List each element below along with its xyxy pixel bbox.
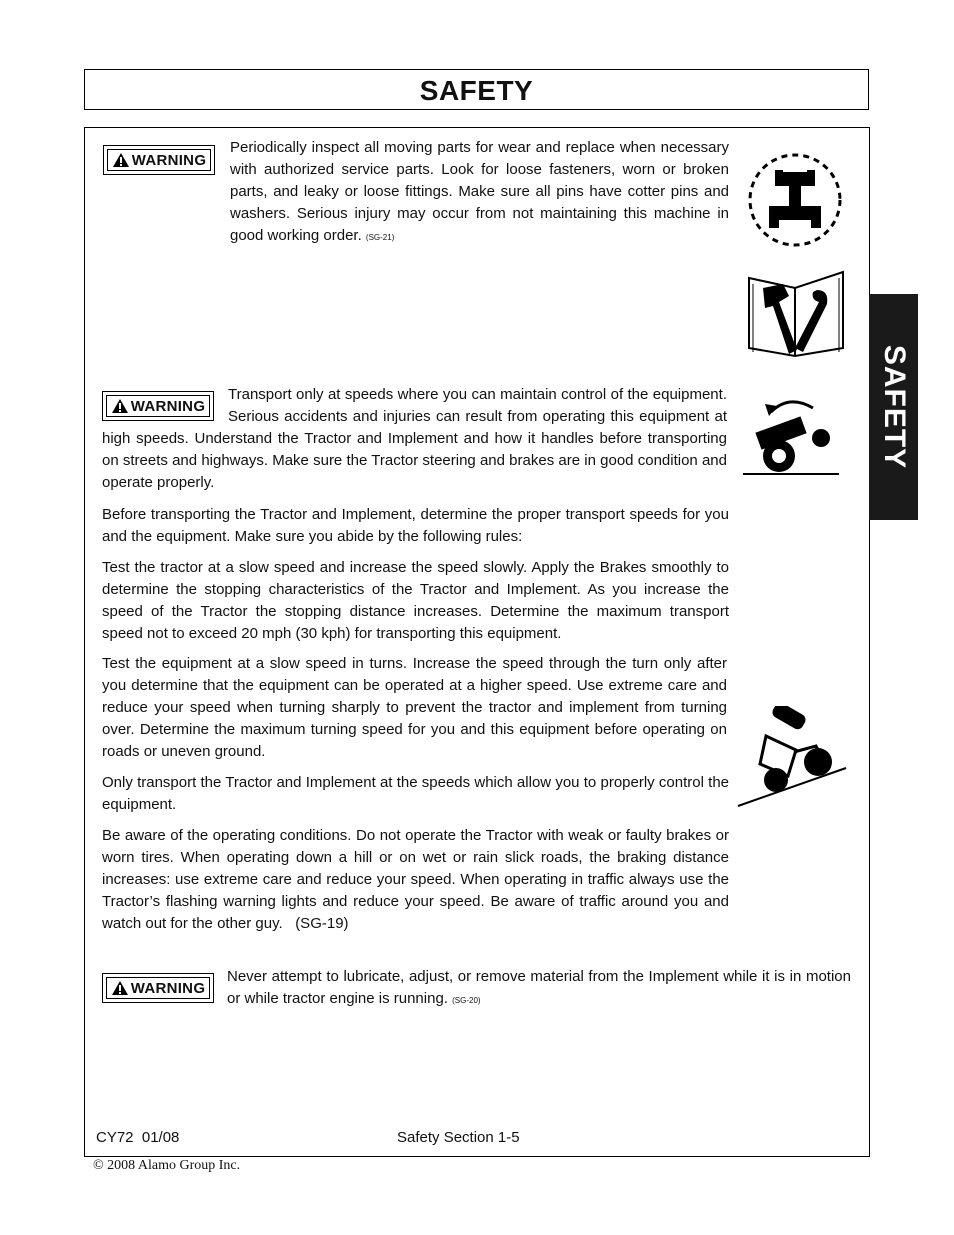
tractor-slope-icon bbox=[736, 706, 848, 810]
footer-doc-id: CY72 01/08 bbox=[96, 1129, 180, 1146]
warning-label: WARNING bbox=[131, 151, 207, 169]
paragraph-operating-conditions: Be aware of the operating conditions. Do not operate the Tractor with weak or faulty brakes or worn tires. When operating down a hill or on wet or rain slick roads, the braking distance increases: use extreme care and reduce your speed. When operating in traffic always use the Tractor’s flashing warning lights and reduce your speed. Be aware of traffic around you and watch out for the other guy. (SG-19) bbox=[102, 827, 729, 932]
paragraph-only-transport: Only transport the Tractor and Implement at the speeds which allow you to properly control the equipment. bbox=[102, 774, 729, 813]
warning-text-sg21: Periodically inspect all moving parts for wear and replace when necessary with authorized service parts. Look for loose fasteners, worn or broken parts, and leaky or loose fittings. Make sure all pins have cotter pins and washers. Serious injury may occur from not maintaining this machine in good working order. (SG-21) bbox=[230, 139, 729, 244]
warning-text-sg20: Never attempt to lubricate, adjust, or remove material from the Implement while it is in motion or while tractor engine is running. (SG-20) bbox=[227, 968, 851, 1007]
page-header bbox=[84, 69, 869, 110]
footer-section: Safety Section 1-5 bbox=[397, 1129, 520, 1146]
manual-tools-icon bbox=[745, 268, 847, 358]
warning-label: WARNING bbox=[130, 397, 206, 415]
paragraph-transport-speeds: Before transporting the Tractor and Implement, determine the proper transport speeds for you and the equipment. Make sure you abide by the following rules: bbox=[102, 506, 729, 545]
copyright: © 2008 Alamo Group Inc. bbox=[93, 1158, 241, 1173]
warning-triangle-icon bbox=[112, 152, 130, 168]
warning-badge bbox=[103, 145, 215, 175]
warning-triangle-icon bbox=[111, 980, 129, 996]
section-tab-label: SAFETY bbox=[877, 344, 911, 470]
warning-text-sg19: Transport only at speeds where you can maintain control of the equipment. Serious accidents and injuries can result from operating this equipment at high speeds. Understand the Tractor and Implement and how it handles before transporting on streets and highways. Make sure the Tractor steering and brakes are in good condition and operate properly. bbox=[102, 386, 727, 491]
warning-section-sg19 bbox=[102, 384, 727, 494]
warning-badge bbox=[102, 973, 214, 1003]
tractor-rollover-icon bbox=[743, 392, 841, 476]
warning-label: WARNING bbox=[130, 979, 206, 997]
tractor-inspection-icon bbox=[745, 150, 845, 250]
paragraph-test-tractor: Test the tractor at a slow speed and increase the speed slowly. Apply the Brakes smoothly to determine the stopping characteristics of the Tractor and Implement. As you increase the speed of the Tractor the stopping distance increases. Determine the maximum transport speed not to exceed 20 mph (30 kph) for transporting this equipment. bbox=[102, 559, 729, 642]
paragraph-test-turns: Test the equipment at a slow speed in turns. Increase the speed through the turn only after you determine that the equipment can be operated at a higher speed. Use extreme care and reduce your speed when turning sharply to prevent the tractor and implement from turning over. Determine the maximum turning speed for you and this equipment before operating on roads or uneven ground. bbox=[102, 655, 727, 760]
section-tab bbox=[869, 294, 918, 520]
page-title: SAFETY bbox=[419, 75, 534, 106]
